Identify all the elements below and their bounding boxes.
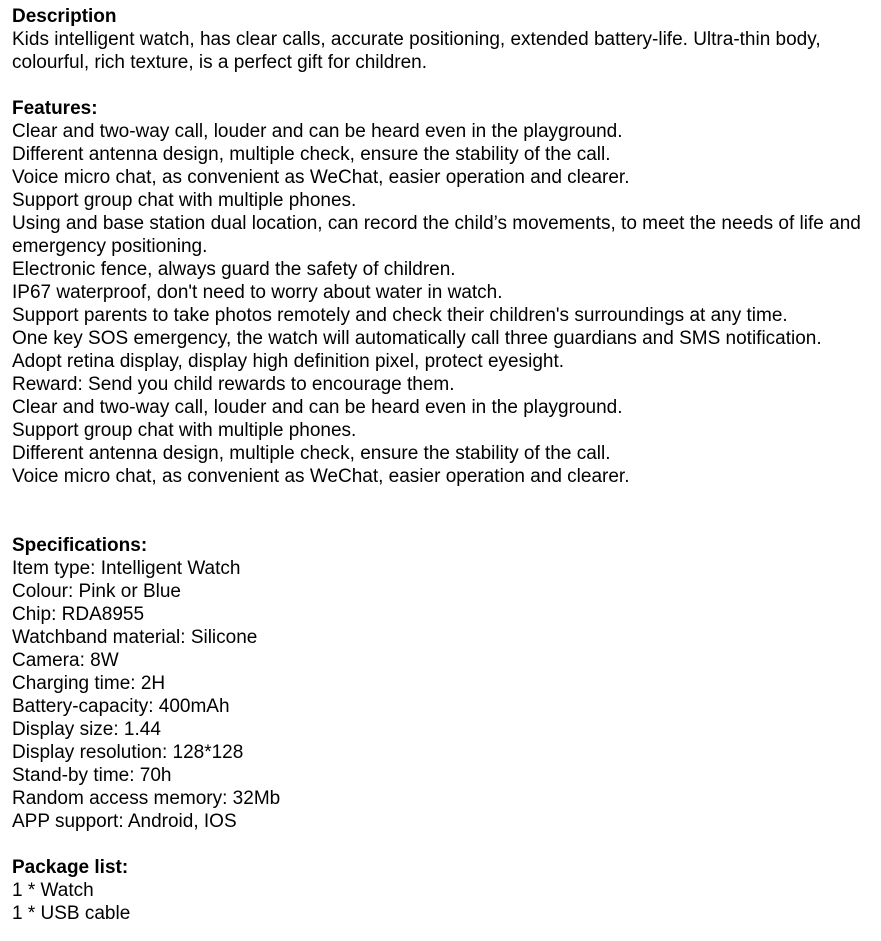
- spec-item: Camera: 8W: [12, 650, 119, 671]
- spec-item: Item type: Intelligent Watch: [12, 558, 241, 579]
- feature-item: Using and base station dual location, can record the child’s movements, to meet the needs of life and emergency positioning.: [12, 213, 867, 257]
- spec-item: APP support: Android, IOS: [12, 811, 237, 832]
- spec-item: Stand-by time: 70h: [12, 765, 172, 786]
- spec-item: Display size: 1.44: [12, 719, 161, 740]
- spec-item: Charging time: 2H: [12, 673, 166, 694]
- product-document: [12, 5, 874, 925]
- description-heading: Description: [12, 6, 117, 27]
- package-item: 1 * USB cable: [12, 903, 131, 924]
- feature-item: Different antenna design, multiple check, ensure the stability of the call.: [12, 144, 611, 165]
- spec-item: Battery-capacity: 400mAh: [12, 696, 230, 717]
- feature-item: Support group chat with multiple phones.: [12, 420, 357, 441]
- feature-item: Adopt retina display, display high definition pixel, protect eyesight.: [12, 351, 565, 372]
- spec-item: Display resolution: 128*128: [12, 742, 244, 763]
- spec-item: Watchband material: Silicone: [12, 627, 258, 648]
- feature-item: Voice micro chat, as convenient as WeChat, easier operation and clearer.: [12, 466, 630, 487]
- feature-item: Support parents to take photos remotely and check their children's surroundings at any time.: [12, 305, 788, 326]
- package-section: [12, 856, 874, 925]
- feature-item: Clear and two-way call, louder and can be heard even in the playground.: [12, 397, 623, 418]
- spacer: [12, 488, 874, 534]
- feature-item: Voice micro chat, as convenient as WeChat, easier operation and clearer.: [12, 167, 630, 188]
- feature-item: IP67 waterproof, don't need to worry about water in watch.: [12, 282, 503, 303]
- spacer: [12, 74, 874, 97]
- package-heading: Package list:: [12, 857, 129, 878]
- spec-item: Random access memory: 32Mb: [12, 788, 281, 809]
- description-text: Kids intelligent watch, has clear calls, accurate positioning, extended battery-life. Ultra-thin body, colourful, rich texture, is a perfect gift for children.: [12, 29, 826, 73]
- features-section: [12, 97, 874, 488]
- description-section: [12, 5, 874, 74]
- feature-item: Support group chat with multiple phones.: [12, 190, 357, 211]
- features-heading: Features:: [12, 98, 98, 119]
- package-item: 1 * Watch: [12, 880, 94, 901]
- feature-item: Clear and two-way call, louder and can be heard even in the playground.: [12, 121, 623, 142]
- spacer: [12, 833, 874, 856]
- spec-item: Colour: Pink or Blue: [12, 581, 181, 602]
- feature-item: Electronic fence, always guard the safety of children.: [12, 259, 456, 280]
- feature-item: One key SOS emergency, the watch will automatically call three guardians and SMS notification.: [12, 328, 822, 349]
- spec-item: Chip: RDA8955: [12, 604, 145, 625]
- specifications-section: [12, 534, 874, 833]
- specifications-heading: Specifications:: [12, 535, 148, 556]
- feature-item: Reward: Send you child rewards to encourage them.: [12, 374, 455, 395]
- feature-item: Different antenna design, multiple check, ensure the stability of the call.: [12, 443, 611, 464]
